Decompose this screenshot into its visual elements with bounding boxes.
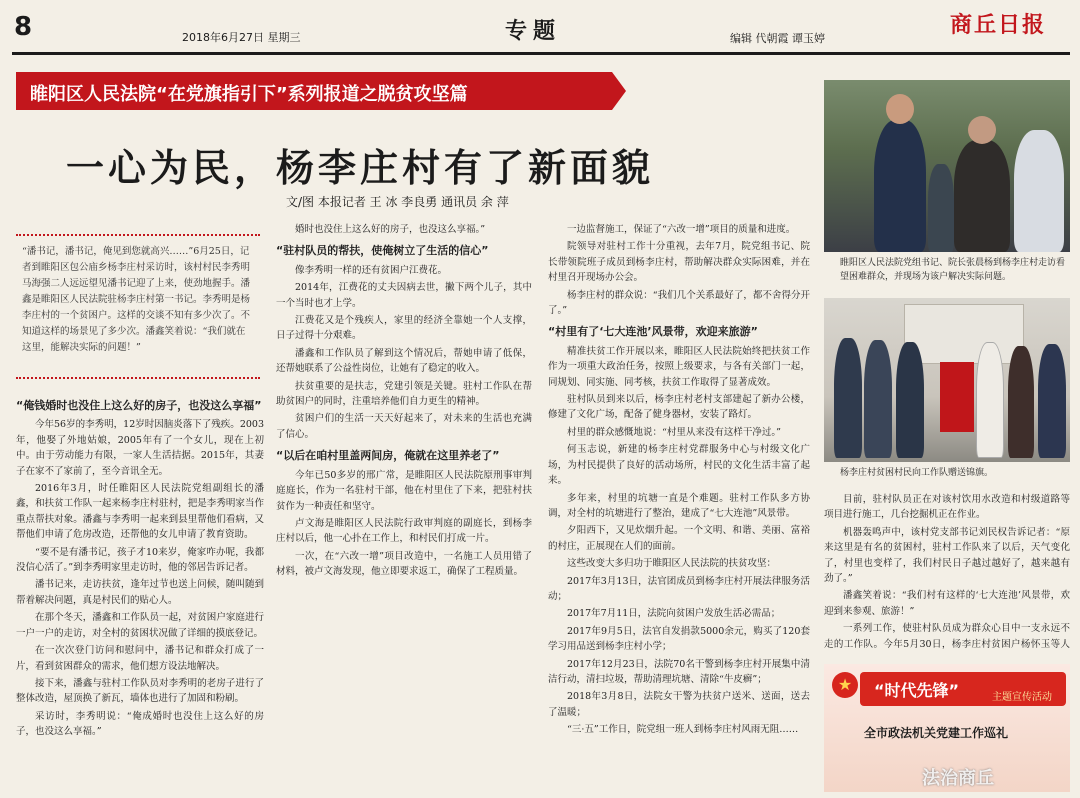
masthead <box>0 0 1080 58</box>
photo-figure <box>1038 344 1066 458</box>
paragraph: 院领导对驻村工作十分重视，去年7月，院党组书记、院长带领院班子成员到杨李庄村，帮助解决群众实际困难，并在村里召开现场办公会。 <box>548 241 810 284</box>
watermark: 法治商丘 <box>922 768 994 789</box>
subheading-1: “俺钱婚时也没住上这么好的房子，也没这么享福” <box>16 399 262 412</box>
section-title: 专题 <box>505 19 562 44</box>
editors-credit: 编辑 代朝霞 谭玉婷 <box>730 32 825 45</box>
paragraph: 2016年3月，时任睢阳区人民法院党组副组长的潘鑫，和扶贫工作队一起来杨李庄村驻村，把是李秀明家当作重点帮扶对象。潘鑫与李秀明一起来到县里帮他们看病，又帮他们申请了危房改造，还帮他的女儿申请了教育资助。 <box>16 483 264 541</box>
paragraph: 一系列工作，使驻村队员成为群众心目中一支永远不走的工作队。今年5月30日，杨李庄村贫困户杨怀玉等人 <box>824 623 1070 650</box>
subheading-3: “以后在咱村里盖两间房，俺就在这里养老了” <box>276 449 500 463</box>
paragraph: 多年来，村里的坑塘一直是个难题。驻村工作队多方协调，对全村的坑塘进行了整治，建成了“七大连池”风景带。 <box>548 492 810 519</box>
promo-headline: 全市政法机关党建工作巡礼 <box>864 726 1009 740</box>
party-emblem-icon: ★ <box>832 672 858 698</box>
photo-banner-presentation <box>824 298 1070 462</box>
paragraph: 2014年，江费花的丈夫因病去世，撇下两个儿子，其中一个当时也才上学。 <box>276 282 532 309</box>
photo-figure <box>1014 130 1064 252</box>
photo-visit <box>824 80 1070 252</box>
paragraph: 目前，驻村队员正在对该村饮用水改造和村级道路等项目进行施工，几台挖掘机正在作业。 <box>824 494 1070 521</box>
list-item: “三·五”工作日，院党组一班人到杨李庄村风雨无阻…… <box>567 724 799 736</box>
paragraph: 在一次次登门访问和慰问中，潘书记和群众打成了一片，看到贫困群众的需求，他们想方设法地解决。 <box>16 645 264 672</box>
banner-pennant <box>940 362 974 432</box>
article-byline: 文/图 本报记者 王 冰 李良勇 通讯员 余 萍 <box>286 195 509 209</box>
photo-caption-2: 杨李庄村贫困村民向工作队赠送锦旗。 <box>840 468 994 478</box>
paragraph: 村里的群众感慨地说：“村里从来没有这样干净过。” <box>567 426 781 438</box>
series-banner <box>16 72 612 110</box>
paragraph: 一边监督施工，保证了“六改一增”项目的质量和进度。 <box>567 224 796 235</box>
paragraph: 今年已50多岁的邢广常，是睢阳区人民法院原刑事审判庭庭长，作为一名驻村干部，他在村里住了下来，把驻村扶贫作为一种责任和坚守。 <box>276 469 532 512</box>
paragraph: 杨李庄村的群众说：“我们几个关系最好了，都不舍得分开了。” <box>548 289 810 317</box>
page-number: 8 <box>14 12 33 42</box>
lead-quote-text: “潘书记，潘书记，俺见到您就高兴……”6月25日，记者到睢阳区包公庙乡杨李庄村采访时，该村村民李秀明马海强二人远远望见潘书记迎了上来，使劲地握手。潘鑫是睢阳区人民法院驻杨李庄村第一书记。李秀明是杨李庄村的一个贫困户。这样的交谈不知有多少次了。不知道这样的场景见了多少次。潘鑫笑着说：“我们就在这里，能解决实际的问题！” <box>22 246 251 353</box>
paragraph: 一次，在“六改一增”项目改造中，一名施工人员用错了材料，被卢文海发现，他立即要求返工，确保了工程质量。 <box>276 550 532 578</box>
paragraph: 接下来，潘鑫与驻村工作队员对李秀明的老房子进行了整体改造，屋顶换了新瓦，墙体也进行了加固和粉刷。 <box>16 677 264 705</box>
photo-figure <box>896 342 924 458</box>
series-banner-text: 睢阳区人民法院“在党旗指引下”系列报道之脱贫攻坚篇 <box>30 84 468 105</box>
photo-caption-1: 睢阳区人民法院党组书记、院长张晨杨到杨李庄村走访看望困难群众，并现场为该户解决实际问题。 <box>840 258 1066 282</box>
photo-figure <box>954 140 1010 252</box>
promo-subtitle: 主题宣传活动 <box>992 692 1052 703</box>
paragraph: 江费花又是个残疾人，家里的经济全靠她一个人支撑，日子过得十分艰难。 <box>276 315 532 342</box>
paragraph: 在那个冬天，潘鑫和工作队员一起，对贫困户家庭进行一户一户的走访，对全村的贫困状况做了详细的摸底登记。 <box>16 612 264 639</box>
paragraph: 夕阳西下，又见炊烟升起。一个文明、和谐、美丽、富裕的村庄，正展现在人们的面前。 <box>548 525 810 552</box>
promo-title: “时代先锋” <box>874 681 960 700</box>
list-item: 2017年3月13日，法官团成员到杨李庄村开展法律服务活动； <box>548 575 810 602</box>
paragraph: 潘鑫和工作队员了解到这个情况后，帮她申请了低保，还帮她联系了公益性岗位，让她有了稳定的收入。 <box>276 347 532 375</box>
banner-arrow-icon <box>612 72 626 110</box>
paragraph: 精准扶贫工作开展以来，睢阳区人民法院始终把扶贫工作作为一项重大政治任务，按照上级要求，与各有关部门一起，同规划、同实施、同考核，扶贫工作取得了显著成效。 <box>548 345 810 388</box>
list-item: 2017年12月23日，法院70名干警到杨李庄村开展集中清洁行动，清扫垃圾，帮助清理坑塘、清除“牛皮癣”； <box>548 658 810 685</box>
photo-figure <box>1008 346 1034 458</box>
paragraph: 婚时也没住上这么好的房子，也没这么享福。” <box>295 224 486 235</box>
list-item: 2018年3月8日，法院女干警为扶贫户送米、送面，送去了温暖； <box>548 691 810 718</box>
article-column-4 <box>824 492 1070 650</box>
photo-figure <box>834 338 862 458</box>
photo-figure <box>864 340 892 458</box>
building-facade <box>904 304 1024 364</box>
photo-figure <box>968 116 996 144</box>
paragraph: 采访时，李秀明说：“俺成婚时也没住上这么好的房子，也没这么享福。” <box>16 710 264 738</box>
paragraph: 贫困户们的生活一天天好起来了，对未来的生活也充满了信心。 <box>276 413 532 440</box>
newspaper-logo: 商丘日报 <box>950 12 1047 38</box>
paragraph: 潘鑫笑着说：“我们村有这样的‘七大连池’风景带，欢迎到来参观、旅游！” <box>824 590 1070 617</box>
photo-figure <box>874 120 926 252</box>
list-item: 2017年7月11日，法院向贫困户发放生活必需品； <box>567 608 781 620</box>
issue-date: 2018年6月27日 星期三 <box>182 31 301 44</box>
subheading-2: “驻村队员的帮扶，使俺树立了生活的信心” <box>276 244 489 258</box>
paragraph: 今年56岁的李秀明，12岁时因脑炎落下了残疾。2003年，他娶了外地姑娘，2005年有了一个女儿，现在上初中。由于劳动能力有限，一家人生活拮据。2015年，其妻子在家不了家前了，至今音讯全无。 <box>16 419 264 477</box>
photo-figure <box>976 342 1004 458</box>
masthead-rule <box>12 52 1070 55</box>
paragraph: 机器轰鸣声中，该村党支部书记刘民权告诉记者：“原来这里是有名的贫困村，驻村工作队来了以后，天气变化了，村里也变样了，我们村民日子越过越好了，越来越有劲了。” <box>824 526 1070 585</box>
article-column-2 <box>276 222 532 792</box>
list-item: 2017年9月5日，法官自发捐款5000余元，购买了120套学习用品送到杨李庄村小学； <box>548 625 810 653</box>
article-column-1 <box>16 392 264 792</box>
article-headline: 一心为民，杨李庄村有了新面貌 <box>66 145 655 190</box>
paragraph: 何玉志说，新建的杨李庄村党群服务中心与村级文化广场，为村民提供了良好的活动场所，村民的文化生活丰富了起来。 <box>548 444 810 487</box>
photo-figure <box>886 94 914 124</box>
paragraph: 潘书记来，走访扶贫，逢年过节也送上问候，随叫随到帮着解决问题，真是村民们的贴心人。 <box>16 579 264 606</box>
paragraph: 驻村队员到来以后，杨李庄村老村支部建起了新办公楼，修建了文化广场，配备了健身器材，安装了路灯。 <box>548 394 810 421</box>
paragraph: 像李秀明一样的还有贫困户江费花。 <box>295 264 448 276</box>
subheading-4: “村里有了‘七大连池’风景带，欢迎来旅游” <box>548 325 758 339</box>
article-column-3 <box>548 222 810 792</box>
paragraph: “要不是有潘书记，孩子才10来岁，俺家咋办呢，我都没信心活了。”到李秀明家里走访时，他的邻居告诉记者。 <box>16 546 264 574</box>
paragraph: 这些改变大多归功于睢阳区人民法院的扶贫攻坚： <box>567 558 777 570</box>
photo-figure <box>928 164 954 252</box>
paragraph: 卢文海是睢阳区人民法院行政审判庭的副庭长，到杨李庄村以后，他一心扑在工作上，和村民们打成一片。 <box>276 517 532 545</box>
paragraph: 扶贫重要的是扶志，党建引领是关键。驻村工作队在帮助贫困户的同时，注重培养他们自力更生的精神。 <box>276 380 532 408</box>
lead-quote-box <box>16 234 260 379</box>
